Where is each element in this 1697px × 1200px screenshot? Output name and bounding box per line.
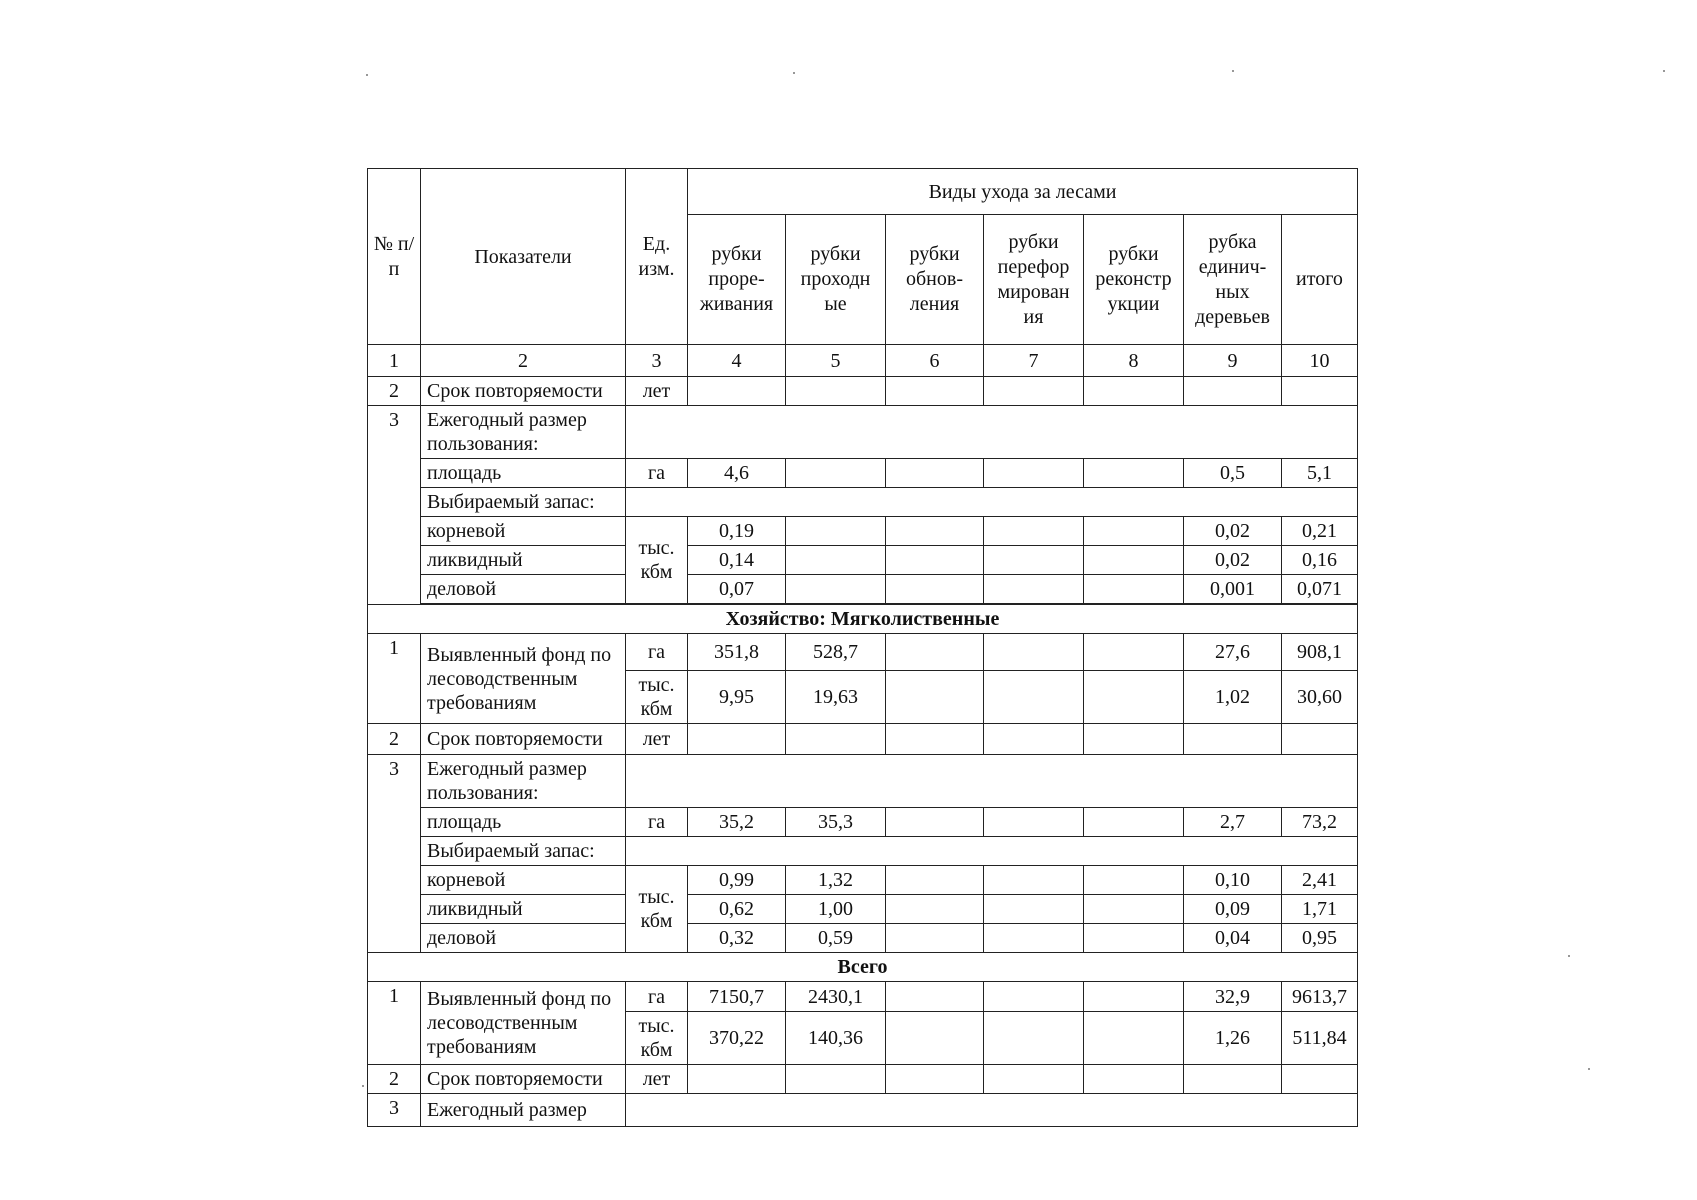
unit-cell: тыс. кбм xyxy=(626,1012,688,1065)
value-cell: 4,6 xyxy=(688,459,786,488)
row-number: 3 xyxy=(368,406,421,605)
row-label-found-fund: Выявленный фонд по лесоводственным требованиям xyxy=(421,634,626,724)
empty-span xyxy=(626,755,1358,808)
value-cell xyxy=(886,575,984,604)
value-cell xyxy=(886,377,984,406)
value-cell xyxy=(984,1065,1084,1094)
column-number: 8 xyxy=(1084,345,1184,377)
value-cell xyxy=(1084,924,1184,953)
row-label-root: корневой xyxy=(421,517,626,546)
value-cell xyxy=(1084,377,1184,406)
column-number: 3 xyxy=(626,345,688,377)
value-cell xyxy=(1084,1012,1184,1065)
value-cell: 9,95 xyxy=(688,671,786,724)
header-care-types: Виды ухода за лесами xyxy=(688,169,1358,215)
value-cell: 1,00 xyxy=(786,895,886,924)
value-cell xyxy=(786,575,886,604)
value-cell xyxy=(1084,895,1184,924)
header-col: итого xyxy=(1282,215,1358,345)
row-label-area: площадь xyxy=(421,808,626,837)
value-cell: 1,26 xyxy=(1184,1012,1282,1065)
unit-cell: лет xyxy=(626,377,688,406)
value-cell: 0,02 xyxy=(1184,517,1282,546)
header-col: рубки обнов-ления xyxy=(886,215,984,345)
row-label-business: деловой xyxy=(421,924,626,953)
value-cell xyxy=(886,1012,984,1065)
value-cell: 0,59 xyxy=(786,924,886,953)
value-cell: 0,62 xyxy=(688,895,786,924)
value-cell: 511,84 xyxy=(1282,1012,1358,1065)
value-cell xyxy=(1084,866,1184,895)
value-cell xyxy=(1084,575,1184,604)
scan-speck xyxy=(362,1085,364,1087)
row-label-area: площадь xyxy=(421,459,626,488)
header-col: рубки проходн ые xyxy=(786,215,886,345)
scan-speck xyxy=(366,74,368,76)
row-label-annual: Ежегодный размер пользования: xyxy=(421,755,626,808)
value-cell: 0,19 xyxy=(688,517,786,546)
value-cell xyxy=(984,808,1084,837)
value-cell: 0,14 xyxy=(688,546,786,575)
header-unit: Ед. изм. xyxy=(626,169,688,345)
value-cell: 30,60 xyxy=(1282,671,1358,724)
value-cell xyxy=(886,982,984,1012)
value-cell xyxy=(984,575,1084,604)
value-cell xyxy=(984,546,1084,575)
value-cell xyxy=(886,671,984,724)
column-number: 5 xyxy=(786,345,886,377)
value-cell xyxy=(1184,377,1282,406)
value-cell xyxy=(886,1065,984,1094)
value-cell: 5,1 xyxy=(1282,459,1358,488)
value-cell: 1,71 xyxy=(1282,895,1358,924)
row-label-stock: Выбираемый запас: xyxy=(421,837,626,866)
value-cell: 0,09 xyxy=(1184,895,1282,924)
value-cell: 35,2 xyxy=(688,808,786,837)
value-cell xyxy=(984,671,1084,724)
value-cell: 9613,7 xyxy=(1282,982,1358,1012)
row-label-period: Срок повторяемости xyxy=(421,377,626,406)
value-cell xyxy=(984,634,1084,671)
value-cell xyxy=(1084,517,1184,546)
value-cell xyxy=(1084,1065,1184,1094)
value-cell xyxy=(886,634,984,671)
value-cell xyxy=(786,724,886,755)
row-number: 1 xyxy=(368,634,421,724)
unit-cell: лет xyxy=(626,1065,688,1094)
value-cell xyxy=(1084,546,1184,575)
value-cell xyxy=(886,808,984,837)
unit-cell: га xyxy=(626,808,688,837)
value-cell xyxy=(1084,459,1184,488)
unit-cell: га xyxy=(626,982,688,1012)
value-cell xyxy=(1282,724,1358,755)
row-label-business: деловой xyxy=(421,575,626,604)
value-cell xyxy=(786,459,886,488)
value-cell xyxy=(786,546,886,575)
value-cell xyxy=(984,1012,1084,1065)
forest-care-table xyxy=(367,168,1358,1127)
value-cell: 0,5 xyxy=(1184,459,1282,488)
row-label-root: корневой xyxy=(421,866,626,895)
value-cell: 2,41 xyxy=(1282,866,1358,895)
value-cell xyxy=(886,724,984,755)
value-cell: 0,071 xyxy=(1282,575,1358,604)
column-number: 9 xyxy=(1184,345,1282,377)
unit-cell: тыс. кбм xyxy=(626,671,688,724)
value-cell: 0,95 xyxy=(1282,924,1358,953)
section-title: Всего xyxy=(368,953,1358,982)
value-cell: 27,6 xyxy=(1184,634,1282,671)
row-label-period: Срок повторяемости xyxy=(421,1065,626,1094)
value-cell xyxy=(886,866,984,895)
column-number: 1 xyxy=(368,345,421,377)
value-cell: 2430,1 xyxy=(786,982,886,1012)
row-number: 2 xyxy=(368,724,421,755)
value-cell xyxy=(886,546,984,575)
empty-span xyxy=(626,837,1358,866)
value-cell xyxy=(984,982,1084,1012)
row-number: 3 xyxy=(368,755,421,953)
scan-speck xyxy=(793,72,795,74)
value-cell: 0,07 xyxy=(688,575,786,604)
header-number: № п/п xyxy=(368,169,421,345)
header-col: рубки перефор мирован ия xyxy=(984,215,1084,345)
section-title: Хозяйство: Мягколиственные xyxy=(368,605,1358,634)
value-cell: 0,001 xyxy=(1184,575,1282,604)
empty-span xyxy=(626,488,1358,517)
value-cell xyxy=(886,517,984,546)
value-cell xyxy=(984,459,1084,488)
value-cell xyxy=(1282,377,1358,406)
header-col: рубки проре-живания xyxy=(688,215,786,345)
value-cell: 32,9 xyxy=(1184,982,1282,1012)
value-cell xyxy=(1084,634,1184,671)
value-cell xyxy=(1184,724,1282,755)
empty-span xyxy=(626,406,1358,459)
value-cell: 1,02 xyxy=(1184,671,1282,724)
header-col: рубки реконстр укции xyxy=(1084,215,1184,345)
column-number: 6 xyxy=(886,345,984,377)
column-number: 7 xyxy=(984,345,1084,377)
value-cell xyxy=(984,924,1084,953)
value-cell xyxy=(1282,1065,1358,1094)
empty-span xyxy=(626,1094,1358,1127)
value-cell: 0,16 xyxy=(1282,546,1358,575)
value-cell xyxy=(688,377,786,406)
header-col: рубка единич-ных деревьев xyxy=(1184,215,1282,345)
value-cell xyxy=(688,724,786,755)
row-label-found-fund: Выявленный фонд по лесоводственным требованиям xyxy=(421,982,626,1065)
value-cell xyxy=(1184,1065,1282,1094)
value-cell: 908,1 xyxy=(1282,634,1358,671)
row-number: 2 xyxy=(368,377,421,406)
unit-cell: лет xyxy=(626,724,688,755)
column-number: 10 xyxy=(1282,345,1358,377)
unit-cell: га xyxy=(626,634,688,671)
value-cell: 0,02 xyxy=(1184,546,1282,575)
value-cell: 528,7 xyxy=(786,634,886,671)
value-cell xyxy=(786,377,886,406)
value-cell xyxy=(886,924,984,953)
row-number: 1 xyxy=(368,982,421,1065)
value-cell: 370,22 xyxy=(688,1012,786,1065)
unit-cell: тыс. кбм xyxy=(626,517,688,604)
scan-speck xyxy=(1232,70,1234,72)
row-label-liquid: ликвидный xyxy=(421,546,626,575)
value-cell xyxy=(886,895,984,924)
row-label-annual-cut: Ежегодный размер xyxy=(421,1094,626,1127)
scan-speck xyxy=(1663,70,1665,72)
value-cell xyxy=(1084,671,1184,724)
unit-cell: тыс. кбм xyxy=(626,866,688,953)
value-cell: 0,10 xyxy=(1184,866,1282,895)
value-cell: 0,99 xyxy=(688,866,786,895)
value-cell: 0,21 xyxy=(1282,517,1358,546)
value-cell: 19,63 xyxy=(786,671,886,724)
column-number: 2 xyxy=(421,345,626,377)
unit-cell: га xyxy=(626,459,688,488)
value-cell: 7150,7 xyxy=(688,982,786,1012)
value-cell: 351,8 xyxy=(688,634,786,671)
row-label-period: Срок повторяемости xyxy=(421,724,626,755)
value-cell xyxy=(984,895,1084,924)
value-cell xyxy=(984,377,1084,406)
value-cell: 0,32 xyxy=(688,924,786,953)
value-cell: 2,7 xyxy=(1184,808,1282,837)
row-label-liquid: ликвидный xyxy=(421,895,626,924)
value-cell xyxy=(688,1065,786,1094)
header-indicators: Показатели xyxy=(421,169,626,345)
row-number: 3 xyxy=(368,1094,421,1127)
row-number: 2 xyxy=(368,1065,421,1094)
row-label-annual: Ежегодный размер пользования: xyxy=(421,406,626,459)
value-cell: 140,36 xyxy=(786,1012,886,1065)
value-cell xyxy=(786,517,886,546)
value-cell xyxy=(1084,808,1184,837)
value-cell xyxy=(1084,724,1184,755)
value-cell: 35,3 xyxy=(786,808,886,837)
value-cell xyxy=(984,866,1084,895)
value-cell: 73,2 xyxy=(1282,808,1358,837)
value-cell xyxy=(886,459,984,488)
value-cell: 0,04 xyxy=(1184,924,1282,953)
row-label-stock: Выбираемый запас: xyxy=(421,488,626,517)
value-cell xyxy=(1084,982,1184,1012)
value-cell xyxy=(984,724,1084,755)
scan-speck xyxy=(1568,955,1570,957)
value-cell xyxy=(786,1065,886,1094)
value-cell: 1,32 xyxy=(786,866,886,895)
value-cell xyxy=(984,517,1084,546)
column-number: 4 xyxy=(688,345,786,377)
scan-speck xyxy=(1588,1068,1590,1070)
